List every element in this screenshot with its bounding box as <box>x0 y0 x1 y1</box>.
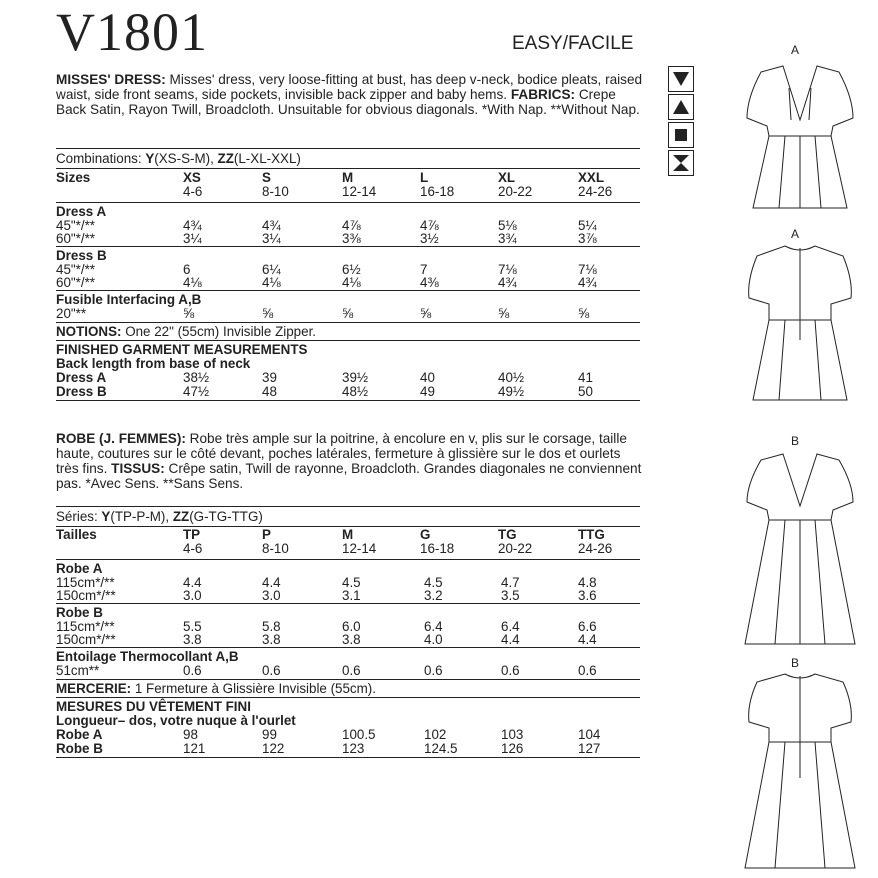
size-name: TG <box>498 527 517 542</box>
table-cell: 3.1 <box>342 588 361 603</box>
hourglass-icon <box>668 150 694 176</box>
divider <box>56 246 640 247</box>
table-cell: 127 <box>578 741 601 756</box>
table-cell: 6 <box>183 262 191 277</box>
size-number: 16-18 <box>420 541 455 556</box>
layout-symbols <box>668 66 694 178</box>
size-name: L <box>420 170 429 185</box>
table-cell: 6.0 <box>342 619 361 634</box>
table-cell: 98 <box>183 727 198 742</box>
table-cell: 4.7 <box>501 575 520 590</box>
table-cell: 39 <box>262 370 277 385</box>
size-name: G <box>420 527 431 542</box>
table-cell: 3⅜ <box>342 231 361 246</box>
table-cell: 4⅛ <box>342 275 361 290</box>
description-fr <box>56 431 646 491</box>
table-cell: 3.0 <box>262 588 281 603</box>
table-cell: 0.6 <box>501 663 520 678</box>
table-cell: 40½ <box>498 370 525 385</box>
table-cell: 4⅛ <box>262 275 281 290</box>
square-icon <box>668 122 694 148</box>
table-cell: 4.4 <box>578 632 597 647</box>
table-cell: 49½ <box>498 384 525 399</box>
table-cell: 41 <box>578 370 593 385</box>
section-title: Robe A <box>56 561 103 576</box>
table-cell: 6.4 <box>424 619 443 634</box>
section-title: Robe B <box>56 605 103 620</box>
size-name: M <box>342 527 354 542</box>
table-cell: 4⅞ <box>342 218 361 233</box>
table-cell: ⅝ <box>498 306 510 321</box>
table-cell: 4⅜ <box>420 275 439 290</box>
dress-b-back-sketch <box>735 668 865 873</box>
table-cell: 102 <box>424 727 447 742</box>
row-label: 115cm*/** <box>56 575 115 590</box>
combinations-line: Combinations: Y(XS-S-M), ZZ(L-XL-XXL) <box>56 151 301 166</box>
row-label: 150cm*/** <box>56 588 116 603</box>
size-name: P <box>262 527 271 542</box>
interfacing-title: Fusible Interfacing A,B <box>56 292 202 307</box>
table-cell: 124.5 <box>424 741 458 756</box>
difficulty-label: EASY/FACILE <box>512 33 634 54</box>
table-cell: 3.5 <box>501 588 520 603</box>
table-cell: 50 <box>578 384 593 399</box>
size-number: 16-18 <box>420 184 455 199</box>
divider <box>56 506 640 507</box>
table-cell: 0.6 <box>262 663 281 678</box>
table-cell: 48 <box>262 384 277 399</box>
table-cell: 3¼ <box>183 231 202 246</box>
table-cell: 6.4 <box>501 619 520 634</box>
row-label: 115cm*/** <box>56 619 115 634</box>
table-cell: 3.6 <box>578 588 597 603</box>
table-cell: 3¼ <box>262 231 281 246</box>
row-label: 60"*/** <box>56 231 96 246</box>
table-cell: 47½ <box>183 384 210 399</box>
size-name: M <box>342 170 354 185</box>
sketch-label: B <box>791 434 800 448</box>
table-cell: 7⅛ <box>498 262 517 277</box>
divider <box>56 647 640 648</box>
divider <box>56 290 640 291</box>
sketch-label: A <box>791 43 800 57</box>
row-label: 45"*/** <box>56 218 96 233</box>
triangle-up-icon <box>668 94 694 120</box>
table-cell: 100.5 <box>342 727 376 742</box>
dress-a-front-sketch <box>735 58 865 218</box>
divider <box>56 202 640 203</box>
row-label: 20"** <box>56 306 87 321</box>
table-cell: 7 <box>420 262 428 277</box>
divider <box>56 757 640 758</box>
table-cell: 3.8 <box>342 632 361 647</box>
table-cell: 0.6 <box>342 663 361 678</box>
table-cell: 3.2 <box>424 588 443 603</box>
sketch-label: B <box>791 656 800 670</box>
row-label: Robe A <box>56 727 103 742</box>
table-cell: 3½ <box>420 231 439 246</box>
finished-measurements-title: MESURES DU VÊTEMENT FINI <box>56 699 251 714</box>
size-name: XXL <box>578 170 605 185</box>
fabrics-text: Crêpe satin, Twill de rayonne, Broadcloth. Grandes diagonales ne conviennent pas. *Avec Sens. **Sans Sens. <box>56 461 642 491</box>
divider <box>56 340 640 341</box>
table-cell: 48½ <box>342 384 369 399</box>
divider <box>56 400 640 401</box>
size-number: 4-6 <box>183 184 203 199</box>
size-number: 20-22 <box>498 184 533 199</box>
table-cell: ⅝ <box>342 306 354 321</box>
size-name: S <box>262 170 271 185</box>
size-number: 8-10 <box>262 541 289 556</box>
table-cell: 5.5 <box>183 619 202 634</box>
interfacing-title: Entoilage Thermocollant A,B <box>56 649 239 664</box>
divider <box>56 697 640 698</box>
size-name: TP <box>183 527 201 542</box>
divider <box>56 603 640 604</box>
table-cell: 4.5 <box>342 575 361 590</box>
table-cell: 3¾ <box>498 231 517 246</box>
pattern-number: V1801 <box>56 2 208 62</box>
section-title: Dress B <box>56 248 107 263</box>
table-cell: 4.4 <box>262 575 281 590</box>
size-name: XS <box>183 170 201 185</box>
size-number: 8-10 <box>262 184 289 199</box>
table-cell: 4¾ <box>578 275 597 290</box>
table-cell: ⅝ <box>420 306 432 321</box>
table-cell: 4¾ <box>183 218 202 233</box>
description-en <box>56 72 646 117</box>
table-cell: 39½ <box>342 370 369 385</box>
table-cell: 0.6 <box>578 663 597 678</box>
description-text: Misses' dress, very loose-fitting at bust, has deep v-neck, bodice pleats, raised waist, side front seams, side pockets, invisible back zipper and baby hems. <box>56 72 643 102</box>
table-cell: 6¼ <box>262 262 281 277</box>
table-cell: 99 <box>262 727 277 742</box>
table-cell: 3.8 <box>262 632 281 647</box>
size-number: 20-22 <box>498 541 533 556</box>
table-cell: ⅝ <box>578 306 590 321</box>
table-cell: 5⅛ <box>498 218 517 233</box>
table-cell: 4.4 <box>183 575 202 590</box>
table-cell: 40 <box>420 370 435 385</box>
section-title: Dress A <box>56 204 107 219</box>
table-cell: 121 <box>183 741 206 756</box>
fabrics-label: TISSUS: <box>111 461 165 476</box>
divider <box>56 559 640 560</box>
table-cell: 38½ <box>183 370 210 385</box>
table-cell: 3.0 <box>183 588 202 603</box>
sketch-label: A <box>791 227 800 241</box>
table-cell: 4.0 <box>424 632 443 647</box>
divider <box>56 322 640 323</box>
table-cell: 122 <box>262 741 285 756</box>
divider <box>56 679 640 680</box>
size-number: 24-26 <box>578 541 613 556</box>
description-title: ROBE (J. FEMMES): <box>56 431 186 446</box>
table-cell: 123 <box>342 741 365 756</box>
table-cell: 103 <box>501 727 524 742</box>
size-number: 4-6 <box>183 541 203 556</box>
table-cell: 5¼ <box>578 218 597 233</box>
dress-b-front-sketch <box>735 448 865 648</box>
table-cell: 4.4 <box>501 632 520 647</box>
sizes-label: Tailles <box>56 527 97 542</box>
notions-line: MERCERIE: 1 Fermeture à Glissière Invisible (55cm). <box>56 681 376 696</box>
row-label: 60"*/** <box>56 275 96 290</box>
size-name: TTG <box>578 527 605 542</box>
table-cell: 104 <box>578 727 601 742</box>
table-cell: 0.6 <box>183 663 202 678</box>
table-cell: 126 <box>501 741 524 756</box>
table-cell: 3⅞ <box>578 231 597 246</box>
table-cell: 0.6 <box>424 663 443 678</box>
table-cell: 6.6 <box>578 619 597 634</box>
table-cell: 3.8 <box>183 632 202 647</box>
size-number: 12-14 <box>342 541 377 556</box>
finished-measurements-title: FINISHED GARMENT MEASUREMENTS <box>56 342 308 357</box>
sizes-label: Sizes <box>56 170 91 185</box>
table-cell: 4¾ <box>262 218 281 233</box>
back-length-label: Longueur– dos, votre nuque à l'ourlet <box>56 713 296 728</box>
row-label: 51cm** <box>56 663 100 678</box>
table-cell: 4⅞ <box>420 218 439 233</box>
row-label: Dress B <box>56 384 107 399</box>
notions-line: NOTIONS: One 22" (55cm) Invisible Zipper. <box>56 324 317 339</box>
triangle-down-icon <box>668 66 694 92</box>
size-number: 24-26 <box>578 184 613 199</box>
description-title: MISSES' DRESS: <box>56 72 166 87</box>
table-cell: 5.8 <box>262 619 281 634</box>
table-cell: 4.8 <box>578 575 597 590</box>
table-cell: 7⅛ <box>578 262 597 277</box>
size-name: XL <box>498 170 516 185</box>
back-length-label: Back length from base of neck <box>56 356 251 371</box>
divider <box>56 168 640 169</box>
row-label: 150cm*/** <box>56 632 116 647</box>
table-cell: ⅝ <box>262 306 274 321</box>
dress-a-back-sketch <box>735 240 865 410</box>
divider <box>56 148 640 149</box>
table-cell: 4.5 <box>424 575 443 590</box>
fabrics-label: FABRICS: <box>510 87 576 102</box>
description-text: Robe très ample sur la poitrine, à encolure en v, plis sur le corsage, taille haute, coutures sur le côté devant, poches latérales, fermeture à glissière sur le dos et ourlets très fins. <box>56 431 627 476</box>
row-label: Dress A <box>56 370 107 385</box>
series-line: Séries: Y(TP-P-M), ZZ(G-TG-TTG) <box>56 509 263 524</box>
table-cell: 6½ <box>342 262 361 277</box>
table-cell: 49 <box>420 384 435 399</box>
table-cell: 4¾ <box>498 275 517 290</box>
table-cell: ⅝ <box>183 306 195 321</box>
row-label: Robe B <box>56 741 103 756</box>
table-cell: 4⅛ <box>183 275 202 290</box>
fabrics-text: Crepe Back Satin, Rayon Twill, Broadcloth. Unsuitable for obvious diagonals. *With Nap. **Without Nap. <box>56 87 640 117</box>
size-number: 12-14 <box>342 184 377 199</box>
row-label: 45"*/** <box>56 262 96 277</box>
